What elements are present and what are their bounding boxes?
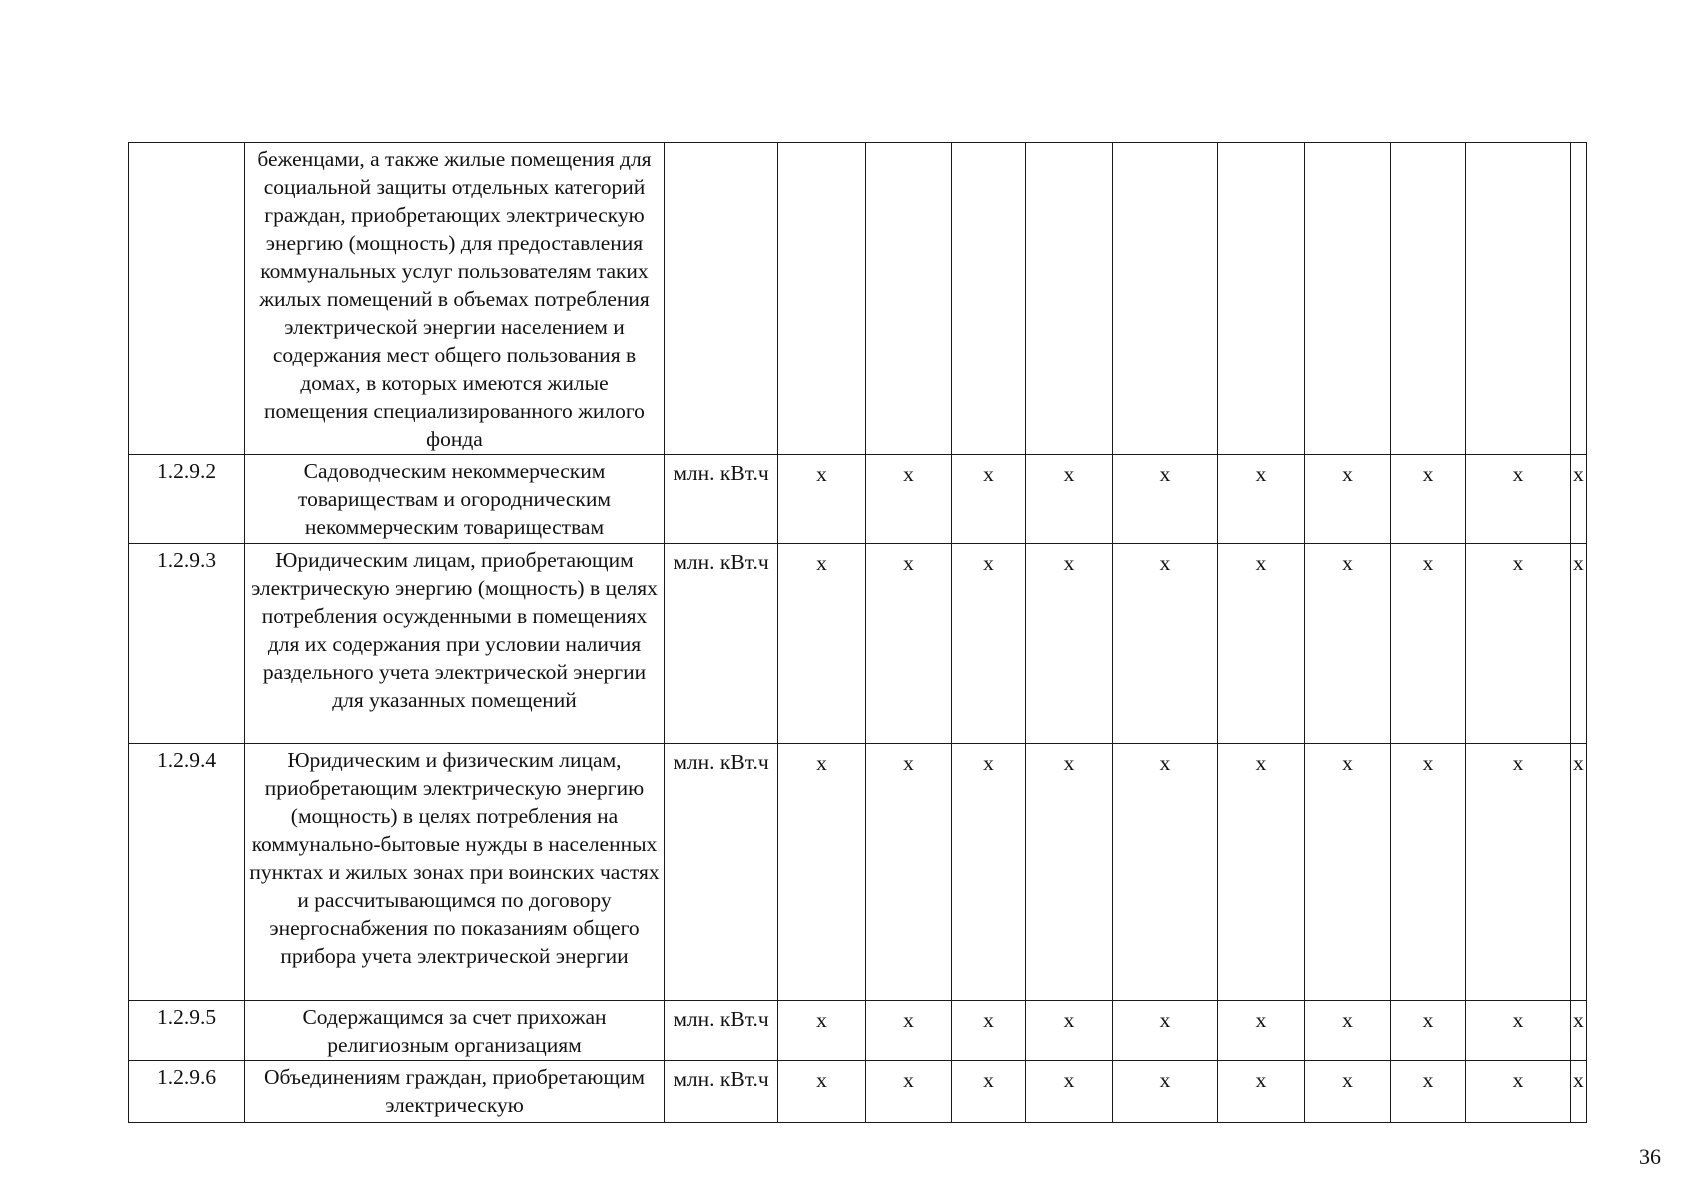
tariff-table bbox=[128, 142, 1587, 1123]
row-mark-cell bbox=[1026, 143, 1113, 455]
row-mark-cell: х bbox=[1113, 1061, 1218, 1123]
row-description-cell: Юридическим лицам, приобретающим электрическую энергию (мощность) в целях потребления осужденными в помещениях для их содержания при условии наличия раздельного учета электрической энергии для указанных помещений bbox=[245, 544, 665, 744]
row-mark-cell: х bbox=[866, 455, 952, 544]
row-mark-cell: х bbox=[1571, 455, 1587, 544]
row-mark-cell bbox=[1391, 143, 1466, 455]
row-mark-cell bbox=[1218, 143, 1305, 455]
row-mark-cell: х bbox=[1113, 544, 1218, 744]
row-unit-cell bbox=[665, 143, 778, 455]
table-row bbox=[129, 143, 1587, 455]
row-mark-cell: х bbox=[778, 544, 866, 744]
row-mark-cell: х bbox=[1218, 544, 1305, 744]
row-mark-cell: х bbox=[778, 455, 866, 544]
table-row bbox=[129, 455, 1587, 544]
table-row bbox=[129, 744, 1587, 1001]
row-mark-cell: х bbox=[1466, 1001, 1571, 1061]
row-mark-cell: х bbox=[1466, 1061, 1571, 1123]
row-mark-cell: х bbox=[1571, 1061, 1587, 1123]
row-description-cell: беженцами, а также жилые помещения для социальной защиты отдельных категорий граждан, приобретающих электрическую энергию (мощность) для предоставления коммунальных услуг пользователям таких жилых помещений в объемах потребления электрической энергии населением и содержания мест общего пользования в домах, в которых имеются жилые помещения специализированного жилого фонда bbox=[245, 143, 665, 455]
row-mark-cell: х bbox=[952, 1001, 1026, 1061]
row-mark-cell: х bbox=[1218, 1061, 1305, 1123]
row-mark-cell bbox=[1571, 143, 1587, 455]
row-mark-cell: х bbox=[1026, 1061, 1113, 1123]
row-mark-cell: х bbox=[1113, 1001, 1218, 1061]
row-mark-cell bbox=[1466, 143, 1571, 455]
row-mark-cell: х bbox=[866, 1061, 952, 1123]
row-mark-cell: х bbox=[1113, 744, 1218, 1001]
row-mark-cell: х bbox=[1391, 1061, 1466, 1123]
table-row bbox=[129, 544, 1587, 744]
row-mark-cell: х bbox=[952, 544, 1026, 744]
row-unit-cell: млн. кВт.ч bbox=[665, 455, 778, 544]
row-mark-cell: х bbox=[952, 1061, 1026, 1123]
page-number: 36 bbox=[1639, 1144, 1661, 1169]
row-mark-cell: х bbox=[1026, 544, 1113, 744]
row-mark-cell: х bbox=[1571, 1001, 1587, 1061]
row-mark-cell: х bbox=[778, 744, 866, 1001]
row-mark-cell: х bbox=[1026, 455, 1113, 544]
row-mark-cell bbox=[866, 143, 952, 455]
row-mark-cell: х bbox=[1113, 455, 1218, 544]
row-mark-cell: х bbox=[1391, 744, 1466, 1001]
row-mark-cell bbox=[1113, 143, 1218, 455]
row-mark-cell bbox=[778, 143, 866, 455]
row-number-cell: 1.2.9.3 bbox=[129, 544, 245, 744]
row-unit-cell: млн. кВт.ч bbox=[665, 544, 778, 744]
row-mark-cell: х bbox=[1026, 1001, 1113, 1061]
row-number-cell: 1.2.9.5 bbox=[129, 1001, 245, 1061]
row-mark-cell: х bbox=[866, 1001, 952, 1061]
row-description-cell: Объединениям граждан, приобретающим электрическую bbox=[245, 1061, 665, 1123]
row-description-cell: Содержащимся за счет прихожан религиозным организациям bbox=[245, 1001, 665, 1061]
row-number-cell: 1.2.9.2 bbox=[129, 455, 245, 544]
row-unit-cell: млн. кВт.ч bbox=[665, 1061, 778, 1123]
table-row bbox=[129, 1001, 1587, 1061]
row-mark-cell: х bbox=[1571, 544, 1587, 744]
table-body bbox=[129, 143, 1587, 1123]
row-mark-cell bbox=[952, 143, 1026, 455]
row-number-cell: 1.2.9.4 bbox=[129, 744, 245, 1001]
row-mark-cell: х bbox=[1571, 744, 1587, 1001]
row-mark-cell: х bbox=[1391, 1001, 1466, 1061]
row-number-cell: 1.2.9.6 bbox=[129, 1061, 245, 1123]
row-mark-cell: х bbox=[1391, 544, 1466, 744]
row-mark-cell: х bbox=[1466, 744, 1571, 1001]
row-mark-cell bbox=[1305, 143, 1391, 455]
row-mark-cell: х bbox=[1305, 744, 1391, 1001]
row-mark-cell: х bbox=[866, 744, 952, 1001]
row-mark-cell: х bbox=[778, 1001, 866, 1061]
row-mark-cell: х bbox=[1026, 744, 1113, 1001]
row-mark-cell: х bbox=[1391, 455, 1466, 544]
row-unit-cell: млн. кВт.ч bbox=[665, 744, 778, 1001]
row-mark-cell: х bbox=[1305, 1061, 1391, 1123]
row-mark-cell: х bbox=[952, 744, 1026, 1001]
row-mark-cell: х bbox=[778, 1061, 866, 1123]
row-mark-cell: х bbox=[952, 455, 1026, 544]
row-mark-cell: х bbox=[1218, 744, 1305, 1001]
table-row bbox=[129, 1061, 1587, 1123]
row-mark-cell: х bbox=[1218, 455, 1305, 544]
row-mark-cell: х bbox=[1218, 1001, 1305, 1061]
row-mark-cell: х bbox=[1466, 544, 1571, 744]
row-mark-cell: х bbox=[866, 544, 952, 744]
row-description-cell: Юридическим и физическим лицам, приобретающим электрическую энергию (мощность) в целях потребления на коммунально-бытовые нужды в населенных пунктах и жилых зонах при воинских частях и рассчитывающимся по договору энергоснабжения по показаниям общего прибора учета электрической энергии bbox=[245, 744, 665, 1001]
row-mark-cell: х bbox=[1305, 1001, 1391, 1061]
row-number-cell bbox=[129, 143, 245, 455]
row-mark-cell: х bbox=[1305, 455, 1391, 544]
row-unit-cell: млн. кВт.ч bbox=[665, 1001, 778, 1061]
row-mark-cell: х bbox=[1305, 544, 1391, 744]
row-mark-cell: х bbox=[1466, 455, 1571, 544]
row-description-cell: Садоводческим некоммерческим товариществам и огородническим некоммерческим товариществам bbox=[245, 455, 665, 544]
